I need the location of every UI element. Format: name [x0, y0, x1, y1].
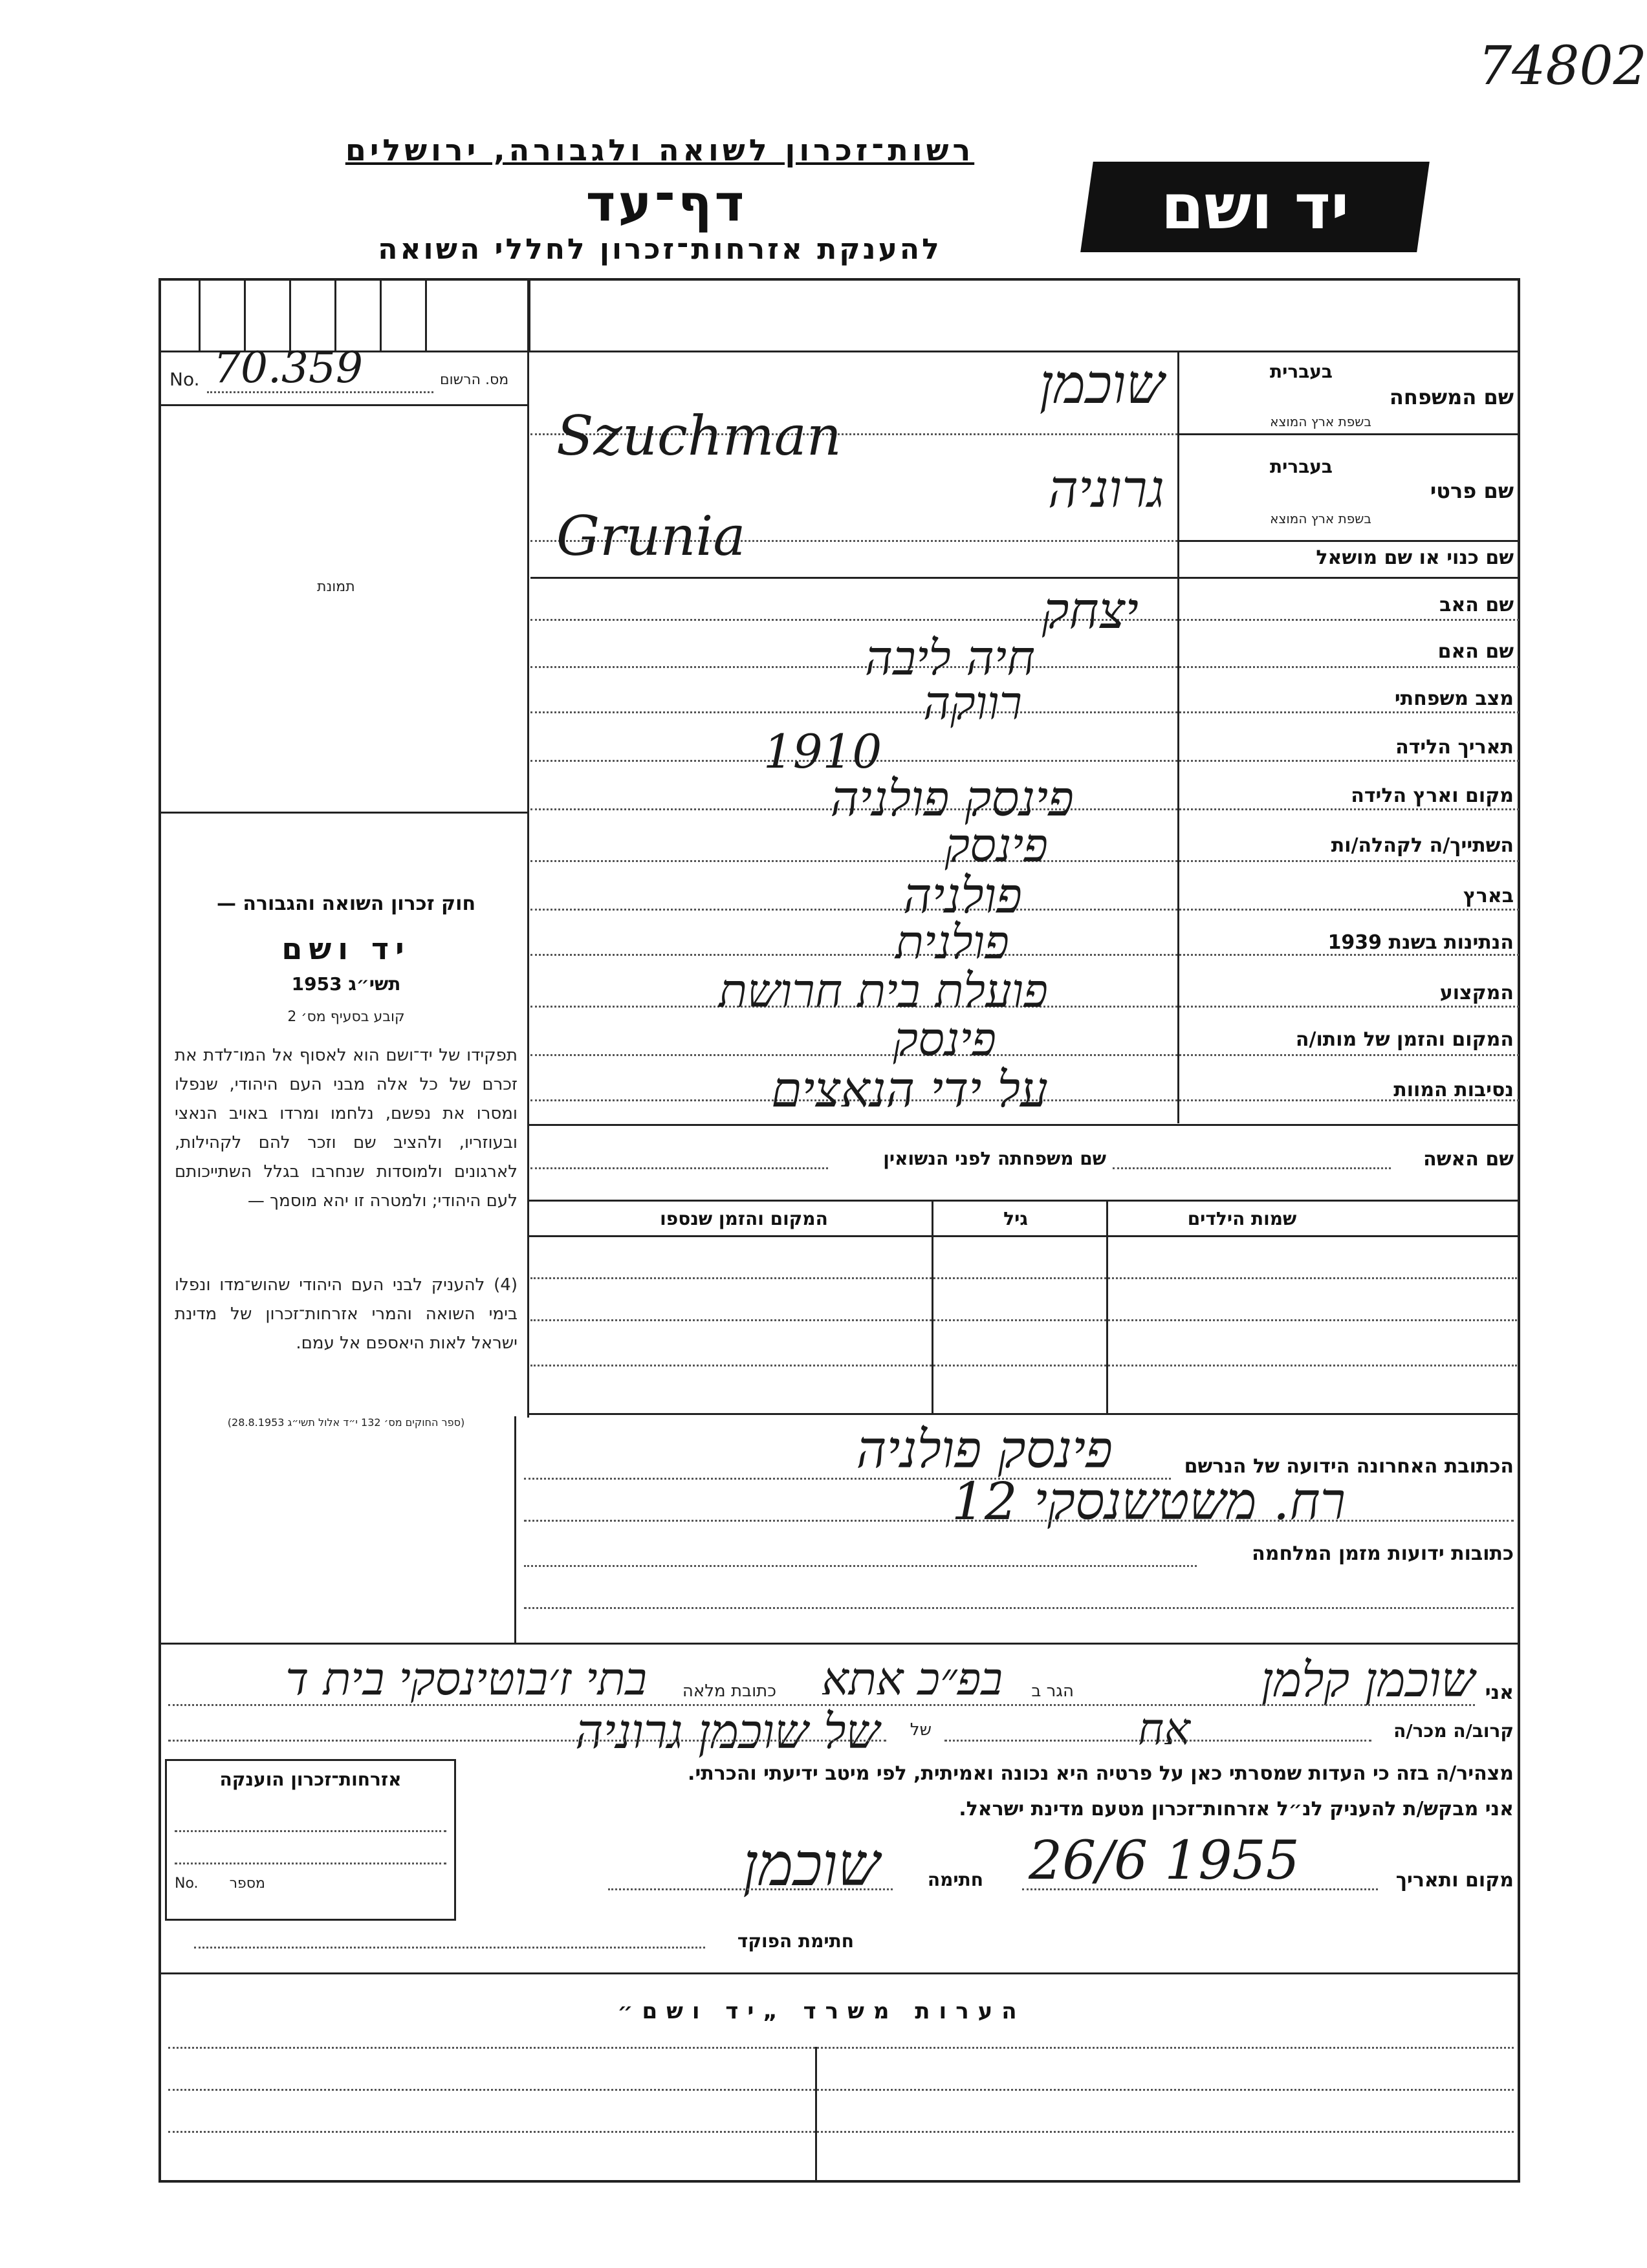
field-first-name-sub-origin: בשפת ארץ המוצא	[1270, 511, 1371, 526]
value-marital: רווקה	[923, 676, 1022, 730]
field-father-label: שם האב	[1439, 594, 1514, 616]
field-profession-label: המקצוע	[1439, 982, 1514, 1004]
field-first-name-sub-hebrew: בעברית	[1269, 456, 1333, 477]
law-text-2: (4) להעניק לבני העם היהודי שהוש־מדו ונפלו בימי השואה והמרי אזרחות־זכרון של מדינת ישראל לאות היאספם אל עמם.	[175, 1275, 518, 1353]
place-date-value: 26/6 1955	[1029, 1830, 1300, 1892]
value-family-name-origin: Szuchman	[556, 404, 842, 468]
value-death-circumstances: על ידי הנאצים	[771, 1061, 1048, 1118]
address-value-1: פינסק פולניה	[856, 1420, 1113, 1480]
declarant-i-label: אני	[1485, 1681, 1514, 1704]
address-value-2: רח. משטשנסקי 12	[951, 1471, 1346, 1531]
value-first-name: גרוניה	[1047, 459, 1164, 519]
field-citizenship-label: הנתינות בשנת 1939	[1327, 931, 1514, 954]
yad-vashem-logo	[1080, 162, 1430, 252]
left-column-divider	[527, 279, 529, 1418]
value-father: יצחק	[1042, 582, 1139, 640]
address-war-label: כתובות ידועות מזמן המלחמה	[1252, 1542, 1514, 1565]
registration-no-label: No.	[169, 369, 200, 390]
declarant-city: בפ״כ אתא	[821, 1652, 1003, 1705]
field-first-name-label: שם פרטי	[1430, 479, 1514, 503]
wife-maiden-label: שם משפחתה לפני הנשואין	[883, 1148, 1106, 1169]
value-community: פינסק	[944, 818, 1048, 872]
declarant-relation: אח	[1137, 1704, 1190, 1755]
value-country: פולניה	[903, 867, 1022, 924]
children-col-divider-2	[1106, 1200, 1108, 1413]
field-family-name-sub-origin: בשפת ארץ המוצא	[1270, 414, 1371, 429]
photo-label: תמונת	[317, 579, 355, 595]
registration-label: מס. הרשום	[440, 372, 509, 388]
value-birthplace: פינסק פולניה	[830, 770, 1074, 827]
declarant-of-label: של	[910, 1720, 932, 1740]
place-date-label: מקום ותאריך	[1395, 1869, 1514, 1892]
field-mother-label: שם האם	[1437, 640, 1514, 663]
children-header-place: המקום והזמן שנספו	[660, 1208, 828, 1229]
request-text: אני מבקש/ת להעניק לנ״ל אזרחות־זכרון מטעם מדינת ישראל.	[959, 1798, 1514, 1820]
citizenship-box-number-label: מספר	[229, 1875, 265, 1892]
law-year: תשי״ג 1953	[291, 973, 401, 995]
law-citation: (ספר החוקים מס׳ 132 י״ד אלול תשי״ג 28.8.1953)	[227, 1416, 465, 1429]
field-community-label: השתייך/ה לקהלה/ות	[1331, 834, 1514, 857]
value-citizenship: פולנית	[895, 915, 1009, 969]
citizenship-box-title: אזרחות־זכרון הוענקה	[219, 1769, 402, 1790]
form-title: דף־עד	[585, 175, 747, 233]
value-profession: פועלת בית חרושת	[718, 964, 1048, 1018]
law-text-1: תפקידו של יד־ושם הוא לאסוף אל המו־לדת את זכרם של כל אלה מבני העם היהודי, שנפלו ומסרו את נפשם, נלחמו ומרדו באויב הנאצי ובעוזריו, ולהציב שם וזכר להם לקהילות, לארגונים ולמוסדות שנחרבו בגלל השתייכותם לעם היהודי; ולמטרה זו יהא מוסמך —	[175, 1046, 518, 1211]
declarant-of-name: של שוכמן גרוניה	[575, 1704, 880, 1760]
declarant-name: שוכמן קלמן	[1261, 1652, 1475, 1708]
value-mother: חיה ליבה	[864, 631, 1035, 686]
top-strip	[160, 279, 529, 351]
law-section: קובע בסעיף מס׳ 2	[287, 1009, 405, 1025]
children-header-names: שמות הילדים	[1187, 1208, 1297, 1229]
archive-number: 74802	[1478, 36, 1647, 97]
field-death-place-label: המקום והזמן של מותו/ה	[1295, 1028, 1514, 1051]
field-birthplace-label: מקום וארץ הלידה	[1351, 784, 1514, 807]
field-country-label: בארץ	[1463, 885, 1514, 907]
citizenship-box-no-label: No.	[175, 1875, 199, 1892]
signature-label: חתימה	[927, 1869, 983, 1890]
declarant-address: בתי ז׳בוטינסקי בית ד	[285, 1652, 647, 1705]
law-name: יד ושם	[281, 931, 411, 966]
value-family-name: שוכמן	[1039, 352, 1164, 416]
value-first-name-origin: Grunia	[556, 504, 746, 568]
registration-number: 70.359	[213, 343, 363, 393]
wife-label: שם האשה	[1423, 1148, 1514, 1171]
children-header-age: גיל	[1003, 1208, 1028, 1229]
office-notes-title: הערות משרד „יד ושם״	[617, 1998, 1026, 2024]
declarant-address-label: כתובת מלאה	[682, 1681, 776, 1701]
law-title: חוק זכרון השואה והגבורה —	[216, 892, 476, 915]
value-death-place: פינסק	[893, 1012, 996, 1066]
declaration-text: מצהיר/ה בזה כי העדות שמסרתי כאן על פרטיה היא נכונה ואמיתית, לפי מיטב ידיעתי והכרתי.	[688, 1762, 1514, 1785]
field-death-circumstances-label: נסיבות המוות	[1393, 1079, 1514, 1101]
children-col-divider-1	[932, 1200, 933, 1413]
field-birthdate-label: תאריך הלידה	[1395, 736, 1514, 759]
office-notes-divider	[815, 2047, 817, 2183]
officer-signature-label: חתימת הפוקד	[737, 1930, 854, 1952]
address-last-label: הכתובת האחרונה הידועה של הנרשם	[1184, 1455, 1514, 1478]
field-family-name-label: שם המשפחה	[1389, 385, 1514, 409]
authority-name: רשות־זכרון לשואה ולגבורה, ירושלים	[345, 133, 975, 167]
logo-text: יד ושם	[1161, 171, 1349, 243]
field-family-name-sub-hebrew: בעברית	[1269, 361, 1333, 382]
declarant-relation-label: קרוב/ה מכר/ה	[1393, 1720, 1514, 1742]
field-nickname-label: שם כנוי או שם מושאל	[1316, 546, 1514, 569]
form-subtitle: להענקת אזרחות־זכרון לחללי השואה	[378, 233, 942, 266]
declarant-lives-label: הגר ב	[1031, 1681, 1074, 1701]
signature-value: שוכמן	[743, 1830, 880, 1899]
field-marital-label: מצב משפחתי	[1394, 687, 1514, 710]
value-birthdate: 1910	[763, 724, 882, 779]
